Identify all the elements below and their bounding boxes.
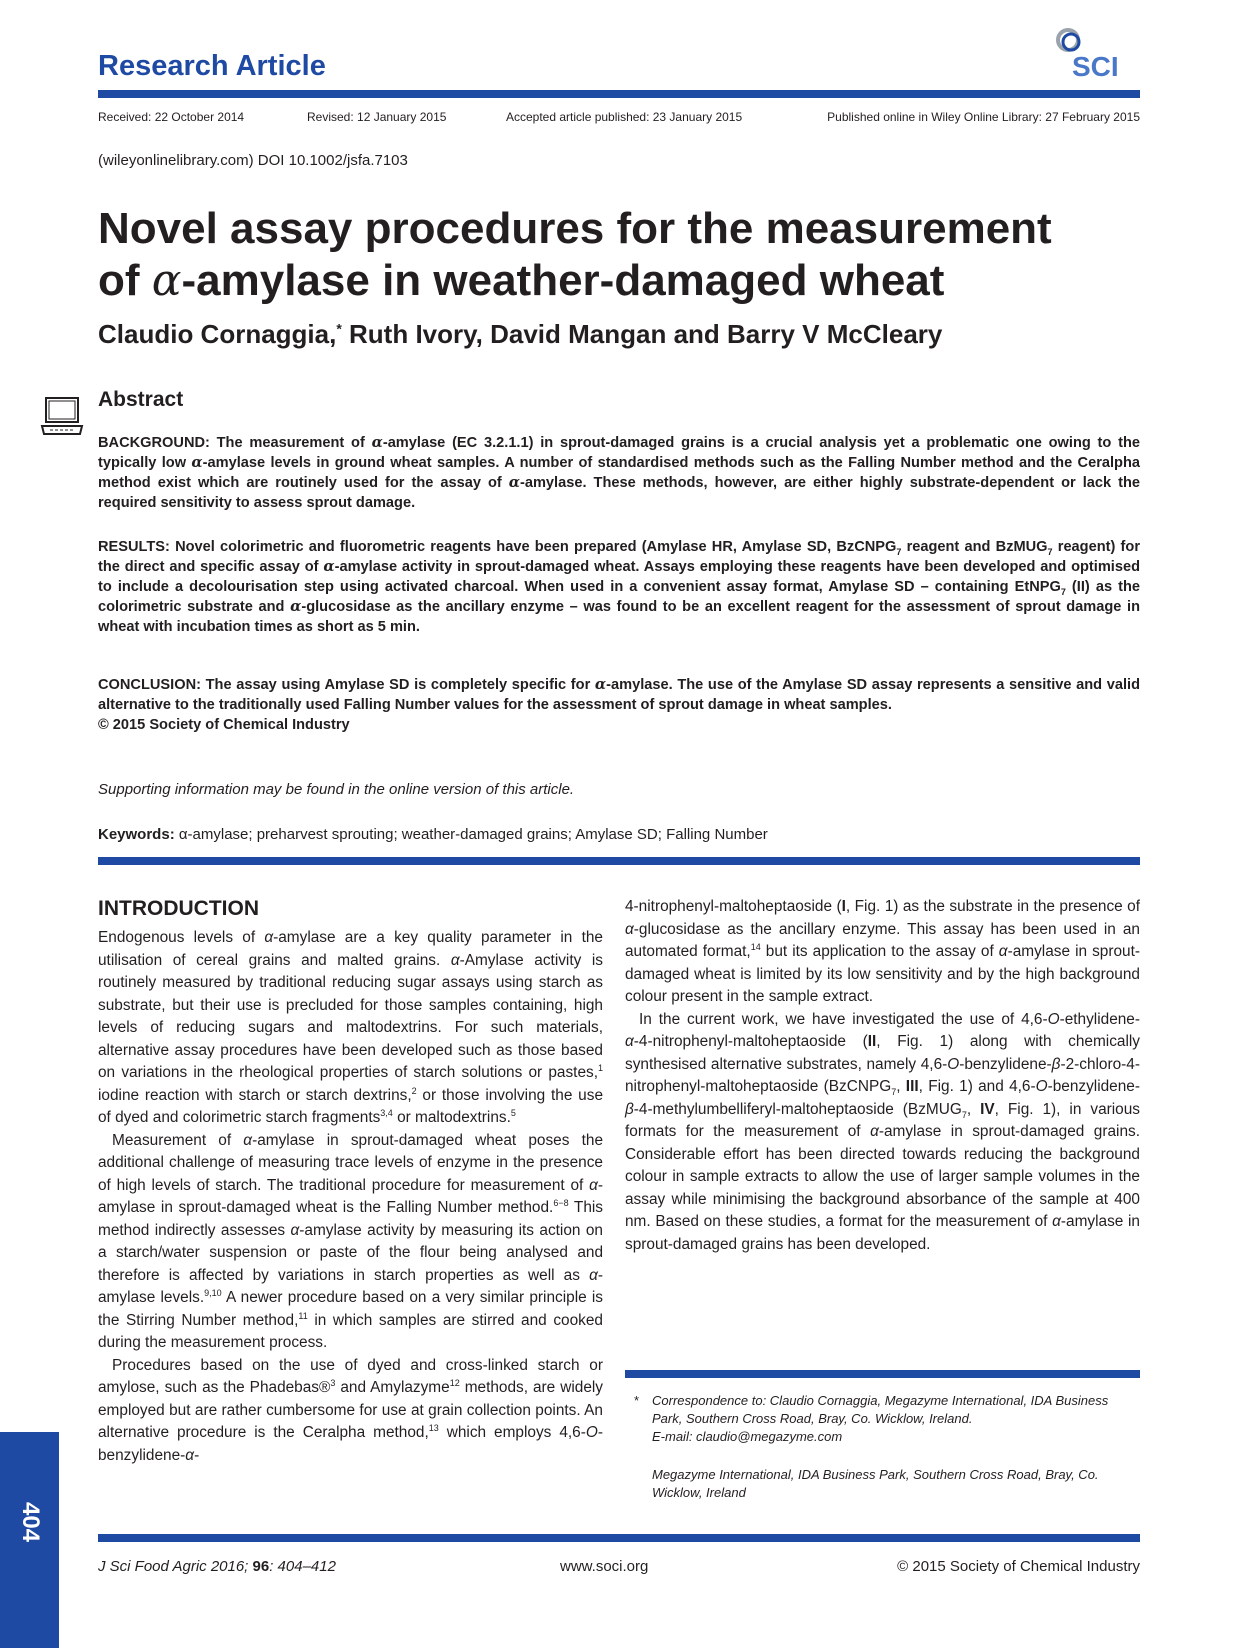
logo-text: SCI bbox=[1072, 51, 1119, 80]
intro-paragraph-2: Measurement of α-amylase in sprout-damaged wheat poses the additional challenge of measuring trace levels of enzyme in the presence of high levels of starch. The traditional procedure for measurement of α-amylase in sprout-damaged wheat is the Falling Number method.$^{6-8}$ This method indirectly assesses α-amylase activity by measuring its action on a starch/water suspension or paste of the flour being analysed and therefore is affected by variations in starch properties as well as α-amylase levels.$^{9,10}$ A newer procedure based on a very similar principle is the Stirring Number method,$^{11}$ in which samples are stirred and cooked during the measurement process. bbox=[98, 1131, 604, 1351]
intro-paragraph-3: Procedures based on the use of dyed and cross-linked starch or amylose, such as the Phadebas®$^3$ and Amylazyme$^{12}$ methods, are widely employed but are rather cumbersome for use at grain collection points. An alternative procedure is the Ceralpha method,$^{13}$ which employs 4,6-O-benzylidene-α- bbox=[98, 1356, 603, 1464]
introduction-heading: INTRODUCTION bbox=[98, 897, 259, 920]
author-rest: Ruth Ivory, David Mangan and Barry V McCleary bbox=[341, 319, 943, 349]
correspondence-note: Correspondence to: Claudio Cornaggia, Megazyme International, IDA Business Park, Southern Cross Road, Bray, Co. Wicklow, Ireland. E-mail: claudio@megazyme.com bbox=[652, 1392, 1140, 1446]
keywords-list: α-amylase; preharvest sprouting; weather-damaged grains; Amylase SD; Falling Number bbox=[174, 826, 768, 843]
title-line-2: of α-amylase in weather-damaged wheat bbox=[98, 255, 945, 306]
section-label: Research Article bbox=[98, 50, 326, 82]
intro-right-column bbox=[625, 896, 1140, 1256]
footer-rule bbox=[98, 1534, 1140, 1542]
abstract-results: RESULTS: Novel colorimetric and fluorometric reagents have been prepared (Amylase HR, Amylase SD, BzCNPG$_7$ reagent and BzMUG$_7$ reagent) for the direct and specific assay of α-amylase activity in sprout-damaged wheat. Assays employing these reagents have been developed and optimised to include a decolourisation step using activated charcoal. When used in a convenient assay format, Amylase SD – containing EtNPG$_7$ (II) as the colorimetric substrate and α-glucosidase as the ancillary enzyme – was found to be an excellent reagent for the assessment of sprout damage in wheat with incubation times as short as 5 min. bbox=[98, 539, 1141, 635]
header-rule bbox=[98, 90, 1140, 98]
intro-left-column bbox=[98, 927, 603, 1467]
revised-date: Revised: 12 January 2015 bbox=[307, 110, 447, 124]
journal-citation: J Sci Food Agric 2016; 96: 404–412 bbox=[98, 1558, 336, 1575]
article-title bbox=[98, 203, 1158, 307]
page-number: 404 bbox=[17, 1501, 44, 1543]
accepted-date: Accepted article published: 23 January 2015 bbox=[506, 110, 743, 124]
intro-paragraph-5: In the current work, we have investigated the use of 4,6-O-ethylidene-α-4-nitrophenyl-maltoheptaoside (II, Fig. 1) along with chemically synthesised alternative substrates, namely 4,6-O-benzylidene-β-2-chloro-4-nitrophenyl-maltoheptaoside (BzCNPG$_7$, III, Fig. 1) and 4,6-O-benzylidene-β-4-methylumbelliferyl-maltoheptaoside (BzMUG$_7$, IV, Fig. 1), in various formats for the measurement of α-amylase in sprout-damaged grains. Considerable effort has been directed towards reducing the background colour in sample extracts to allow the use of larger sample volumes in the assay while minimising the background absorbance of the sample at 400 nm. Based on these studies, a format for the measurement of α-amylase in sprout-damaged grains has been developed. bbox=[625, 1010, 1141, 1253]
doi-link[interactable]: (wileyonlinelibrary.com) DOI 10.1002/jsfa.7103 bbox=[98, 152, 408, 169]
affiliation-note: Megazyme International, IDA Business Park, Southern Cross Road, Bray, Co. Wicklow, Ireland bbox=[652, 1467, 1099, 1500]
footer-copyright: © 2015 Society of Chemical Industry bbox=[897, 1558, 1140, 1575]
received-date: Received: 22 October 2014 bbox=[98, 110, 245, 124]
title-line-1: Novel assay procedures for the measurement bbox=[98, 204, 1052, 253]
footnote-rule bbox=[625, 1370, 1140, 1378]
abstract-background: BACKGROUND: The measurement of α-amylase (EC 3.2.1.1) in sprout-damaged grains is a crucial analysis yet a problematic one owing to the typically low α-amylase levels in ground wheat samples. A number of standardised methods such as the Falling Number method and the Ceralpha method exist which are routinely used for the assay of α-amylase. These methods, however, are either highly substrate-dependent or lack the required sensitivity to assess sprout damage. bbox=[98, 434, 1140, 511]
footnote-mark: * bbox=[634, 1393, 640, 1408]
author-first: Claudio Cornaggia, bbox=[98, 319, 337, 349]
published-date: Published online in Wiley Online Library: 27 February 2015 bbox=[827, 110, 1140, 124]
abstract-rule bbox=[98, 857, 1140, 865]
abstract-conclusion: CONCLUSION: The assay using Amylase SD is completely specific for α-amylase. The use of the Amylase SD assay represents a sensitive and valid alternative to the traditionally used Falling Number values for the assessment of sprout damage in wheat samples. © 2015 Society of Chemical Industry bbox=[98, 676, 1140, 733]
intro-paragraph-1: Endogenous levels of α-amylase are a key quality parameter in the utilisation of cereal grains and malted grains. α-Amylase activity is routinely measured by traditional reducing sugar assays using starch as substrate, but their use is precluded for those samples containing, high levels of reducing sugars and maltodextrins. For such materials, alternative assay procedures have been developed such as those based on variations in the rheological properties of starch solutions or pastes,$^1$ iodine reaction with starch or starch dextrins,$^2$ or those involving the use of dyed and colorimetric starch fragments$^{3,4}$ or maltodextrins.$^5$ bbox=[98, 929, 603, 1126]
author-list bbox=[98, 319, 942, 350]
correspondence-email[interactable]: E-mail: claudio@megazyme.com bbox=[652, 1429, 843, 1444]
laptop-icon bbox=[40, 396, 84, 443]
society-url[interactable]: www.soci.org bbox=[560, 1558, 649, 1575]
keywords-label: Keywords: bbox=[98, 826, 175, 843]
sci-logo-icon bbox=[1054, 26, 1140, 80]
abstract-heading: Abstract bbox=[98, 388, 184, 411]
corresponding-mark: * bbox=[336, 320, 342, 337]
abstract-copyright: © 2015 Society of Chemical Industry bbox=[98, 717, 350, 733]
keywords bbox=[98, 826, 768, 843]
intro-paragraph-4: 4-nitrophenyl-maltoheptaoside (I, Fig. 1) as the substrate in the presence of α-glucosidase as the ancillary enzyme. This assay has been used in an automated format,$^{14}$ but its application to the assay of α-amylase in sprout-damaged wheat is limited by its low sensitivity and by the high background colour present in the sample extract. bbox=[625, 898, 1141, 1005]
supporting-info-note: Supporting information may be found in the online version of this article. bbox=[98, 781, 575, 798]
